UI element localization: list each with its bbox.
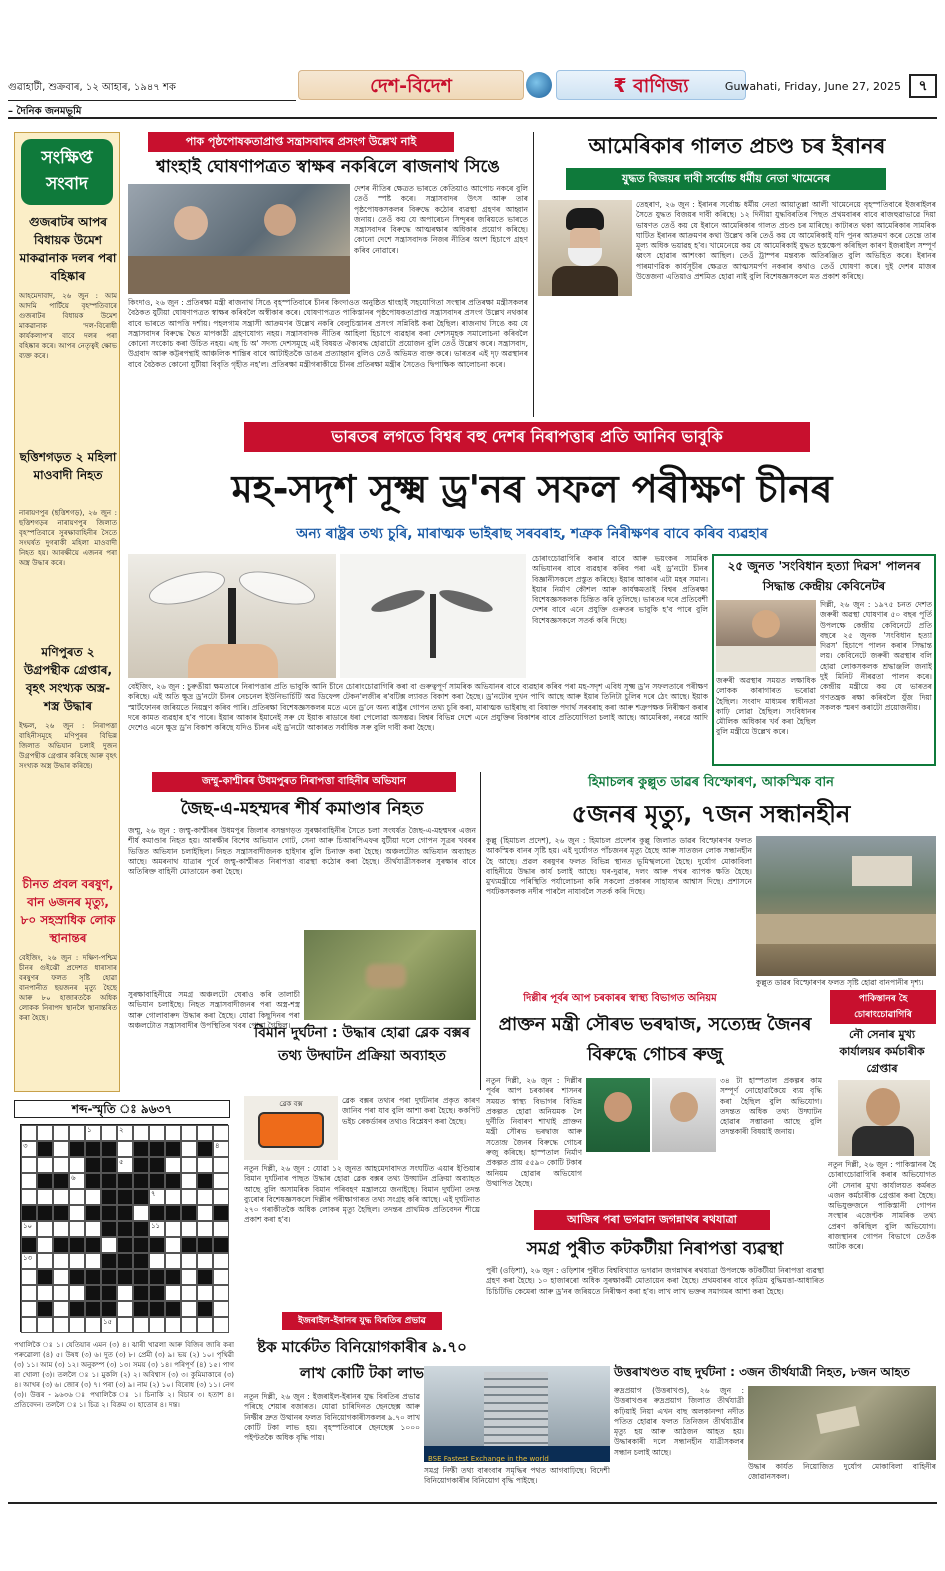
crossword-cell <box>69 1269 85 1285</box>
himachal-body: কুল্লু (হিমাচল প্ৰদেশ), ২৬ জুন : হিমাচল প্ৰদেশৰ কুল্লু জিলাত ডাৱৰ বিস্ফোৰণৰ ফলত আকস্মিক বানৰ সৃষ্টি হয়। এই দুৰ্যোগত পাঁচজনৰ মৃত্যু হৈছে আৰু সাতজন লোক সন্ধানহীন হৈ আছে। প্ৰৱল বৰষুণৰ ফলত বিভিন্ন স্থানত ভূমিস্খলনো হৈছে। দুৰ্যোগ মোকাবিলা বাহিনীয়ে উদ্ধাৰ কাৰ্য চলাই আছে। ঘৰ-দুৱাৰ, দলং আৰু পথৰ ব্যাপক ক্ষতি হৈছে। মুখ্যমন্ত্ৰীয়ে পৰিস্থিতি পৰ্যালোচনা কৰি সকলো প্ৰকাৰৰ সাহায্যৰ আশ্বাস দিছে। প্ৰশাসনে পৰ্যটকসকলক নদীৰ পাৰলৈ নাযাবলৈ সতৰ্ক কৰি দিছে। <box>486 836 752 897</box>
crossword-cell <box>85 1157 101 1173</box>
crossword-cell <box>69 1189 85 1205</box>
crossword-cell <box>213 1221 229 1237</box>
crossword-cell: ৬ <box>69 1173 85 1189</box>
crossword-cell <box>181 1205 197 1221</box>
plane-body: নতুন দিল্লী, ২৬ জুন : যোৱা ১২ জুনত আহমেদাবাদত সংঘটিত এয়াৰ ইণ্ডিয়াৰ বিমান দুৰ্ঘটনাৰ পাছত উদ্ধাৰ হোৱা ব্লেক বক্সৰ তথ্য উদ্ঘাটন প্ৰক্ৰিয়া অব্যাহত আছে বুলি অসামৰিক বিমান পৰিবহণ মন্ত্ৰালয়ে জনাইছে। বিমান দুৰ্ঘটনা তদন্ত ব্যুৰোৰ বিশেষজ্ঞসকলে দিল্লীৰ পৰীক্ষাগাৰত তথ্য সংগ্ৰহ কৰি আছে। এই দুৰ্ঘটনাত ২৭০ গৰাকীতকৈ অধিক লোকৰ মৃত্যু হৈছিল। তদন্তৰ প্ৰাথমিক প্ৰতিবেদন শীঘ্ৰে প্ৰকাশ কৰা হ'ব। <box>244 1164 480 1225</box>
lead-top-kicker: পাক পৃষ্ঠপোষকতাপ্ৰাপ্ত সন্ত্ৰাসবাদৰ প্ৰসংগ উল্লেখ নাই <box>148 132 454 152</box>
crossword-cell <box>181 1173 197 1189</box>
crossword-cell <box>213 1285 229 1301</box>
crossword-cell <box>37 1301 53 1317</box>
crossword-cell <box>197 1141 213 1157</box>
crossword-cell <box>21 1237 37 1253</box>
crossword-cell: ১৫ <box>101 1317 117 1333</box>
brief-text-4: বেইজিং, ২৬ জুন : দক্ষিণ-পশ্চিম চীনৰ গুইঝৌ প্ৰদেশত ধাৰাসাৰ বৰষুণৰ ফলত সৃষ্টি হোৱা বানপানীত ছয়জনৰ মৃত্যু হৈছে আৰু ৮০ হাজাৰতকৈ অধিক লোকক নিৰাপদ স্থানলৈ স্থানান্তৰিত কৰা হৈছে। <box>19 954 117 1022</box>
photo-shirt <box>852 1126 914 1156</box>
crossword-cell <box>85 1317 101 1333</box>
crossword-cell <box>53 1141 69 1157</box>
crossword-cell <box>165 1285 181 1301</box>
crossword-cell <box>181 1237 197 1253</box>
crossword-cell <box>117 1237 133 1253</box>
crossword-cell <box>149 1285 165 1301</box>
paper-name: – দৈনিক জনমভূমি <box>8 106 82 117</box>
crossword-cell <box>213 1173 229 1189</box>
photo-face-bhardwaj <box>604 1092 632 1122</box>
crossword-cell <box>149 1205 165 1221</box>
himachal-caption: কুল্লুত ডাৱৰ বিস্ফোৰণৰ ফলত সৃষ্টি হোৱা বানপানীৰ দৃশ্য। <box>756 978 924 987</box>
pak-kicker: পাকিস্তানৰ হৈ চোৰাংচোৱাগিৰি <box>830 990 936 1024</box>
crossword-cell <box>85 1253 101 1269</box>
crossword-cell: ২ <box>117 1125 133 1141</box>
sidebar-badge-line2: সংবাদ <box>46 174 88 194</box>
brief-text-3: ইম্ফল, ২৬ জুন : নিৰাপত্তা বাহিনীসমূহে মণিপুৰৰ বিভিন্ন জিলাত অভিযান চলাই দুজন উগ্ৰপন্থীক গ্ৰেপ্তাৰ কৰিছে আৰু বৃহৎ সংখ্যক অস্ত্ৰ উদ্ধাৰ কৰিছে। <box>19 722 117 770</box>
crossword-cell <box>117 1205 133 1221</box>
crossword-cell <box>101 1285 117 1301</box>
drone-photo-2 <box>340 554 526 678</box>
jem-photo <box>304 930 476 1020</box>
crossword-cell <box>53 1301 69 1317</box>
crossword-cell <box>165 1141 181 1157</box>
crossword-cell <box>197 1253 213 1269</box>
masthead-divider <box>8 117 937 119</box>
crossword-cell <box>149 1269 165 1285</box>
crossword-cell <box>213 1205 229 1221</box>
crossword-cell: ৫ <box>117 1157 133 1173</box>
crossword-cell <box>165 1301 181 1317</box>
crossword-cell <box>101 1141 117 1157</box>
crossword-cell <box>53 1285 69 1301</box>
photo-building <box>484 1372 548 1450</box>
crossword-cell <box>213 1125 229 1141</box>
plane-body-col2: ব্লেক বক্সৰ তথ্যৰ পৰা দুৰ্ঘটনাৰ প্ৰকৃত কাৰণ জানিব পৰা যাব বুলি আশা কৰা হৈছে। ককপিট ভইচ ৰেকৰ্ডাৰৰ তথ্যও বিশ্লেষণ কৰা হৈছে। <box>342 1096 480 1126</box>
column-rule-2 <box>480 772 481 1090</box>
crossword-cell <box>213 1189 229 1205</box>
drone2-body <box>430 594 436 658</box>
crossword-cell <box>53 1205 69 1221</box>
aap-kicker: দিল্লীৰ পূৰ্বৰ আপ চৰকাৰৰ স্বাস্থ্য বিভাগত অনিয়ম <box>523 993 717 1004</box>
iran-subhead: যুদ্ধত বিজয়ৰ দাবী সৰ্বোচ্চ ধৰ্মীয় নেতা খামেনেৰ <box>566 168 886 190</box>
crossword-cell <box>117 1189 133 1205</box>
crossword-cell <box>197 1157 213 1173</box>
crossword-cell <box>37 1141 53 1157</box>
crossword-cell <box>85 1301 101 1317</box>
crossword-cell <box>133 1125 149 1141</box>
stock-body: নতুন দিল্লী, ২৬ জুন : ইজৰাইল-ইৰানৰ যুদ্ধ বিৰতিৰ প্ৰভাৱ পৰিছে শেয়াৰ বজাৰত। যোৱা চাৰিদিনত ছেনছেক্স আৰু নিফ্টীৰ দ্ৰুত উত্থানৰ ফলত বিনিয়োগকাৰীসকলৰ ৯.৭০ লাখ কোটি টকা লাভ হয়। বৃহস্পতিবাৰে ছেনছেক্স ১০০০ পইণ্টতকৈ অধিক বৃদ্ধি পায়। <box>244 1392 420 1443</box>
crossword-cell <box>21 1285 37 1301</box>
crossword-cell <box>53 1125 69 1141</box>
himachal-kicker: হিমাচলৰ কুল্লুত ডাৱৰ বিস্ফোৰণ, আকস্মিক বান <box>588 775 834 790</box>
crossword-cell <box>181 1221 197 1237</box>
brief-text-2: নাৰায়ণপুৰ (ছত্তিশগড়), ২৬ জুন : ছত্তিশগড়ৰ নাৰায়ণপুৰ জিলাত বৃহস্পতিবাৰে সুৰক্ষাবাহিনীৰ সৈতে সংঘৰ্ষত দুগৰাকী মহিলা মাওবাদী নিহত হয়। আৰক্ষীয়ে এজনৰ পৰা অস্ত্ৰ উদ্ধাৰ কৰে। <box>19 509 117 567</box>
crossword-cell <box>101 1301 117 1317</box>
crossword-cell: ১৩ <box>21 1253 37 1269</box>
crossword-cell <box>149 1125 165 1141</box>
crossword-cell <box>181 1285 197 1301</box>
crossword-cell <box>37 1221 53 1237</box>
crossword-cell <box>165 1125 181 1141</box>
stock-photo <box>424 1366 610 1462</box>
crossword-cell <box>213 1237 229 1253</box>
samvidhan-photo <box>716 600 816 672</box>
crossword-cell <box>165 1189 181 1205</box>
crossword-cell <box>197 1189 213 1205</box>
crossword-cell <box>165 1205 181 1221</box>
crossword-cell <box>85 1285 101 1301</box>
crossword-cell <box>37 1269 53 1285</box>
crossword-cell <box>149 1253 165 1269</box>
crossword-cell <box>37 1157 53 1173</box>
crossword-cell <box>165 1237 181 1253</box>
black-box-icon <box>258 1112 324 1148</box>
brief-title-2: ছত্তিশগড়ত ২ মহিলা মাওবাদী নিহত <box>19 450 117 482</box>
column-rule-1 <box>533 132 534 417</box>
crossword-cell <box>37 1125 53 1141</box>
section-banijya <box>556 70 746 100</box>
crossword-cell <box>213 1157 229 1173</box>
crossword-cell <box>197 1125 213 1141</box>
crossword-cell <box>21 1317 37 1333</box>
crossword-cell <box>37 1253 53 1269</box>
crossword-cell <box>165 1317 181 1333</box>
sidebar-badge <box>21 139 113 205</box>
crossword-cell <box>53 1253 69 1269</box>
crossword-cell <box>117 1253 133 1269</box>
drone-wing-right <box>236 565 318 611</box>
crossword-cell <box>101 1253 117 1269</box>
crossword-cell <box>101 1125 117 1141</box>
crossword-cell <box>149 1141 165 1157</box>
samvidhan-headline: ২৫ জুনত 'সংবিধান হত্যা দিৱস' পালনৰ সিদ্ধান্ত কেন্দ্ৰীয় কেবিনেটৰ <box>727 559 921 593</box>
lead-top-photo <box>128 184 350 294</box>
crossword-cell <box>133 1237 149 1253</box>
crossword-cell <box>117 1269 133 1285</box>
pak-headline: নৌ সেনাৰ মুখ্য কাৰ্যালয়ৰ কৰ্মচাৰীক গ্ৰেপ্তাৰ <box>839 1028 925 1075</box>
crossword-cell <box>117 1141 133 1157</box>
crossword-cell <box>197 1205 213 1221</box>
crossword-cell <box>213 1317 229 1333</box>
plane-photo <box>244 1096 338 1160</box>
crossword-cell <box>133 1205 149 1221</box>
crossword-cell <box>21 1157 37 1173</box>
jem-headline: জৈছ-এ-মহম্মদৰ শীৰ্ষ কমাণ্ডাৰ নিহত <box>180 799 424 819</box>
drone-headline: মহ-সদৃশ সূক্ষ্ম ড্ৰ'নৰ সফল পৰীক্ষণ চীনৰ <box>231 467 833 511</box>
page-bottom-rule <box>8 1502 937 1504</box>
photo-blur-patch <box>366 964 406 988</box>
crossword-cell: ১০ <box>21 1221 37 1237</box>
globe-icon <box>526 72 552 98</box>
crossword-cell <box>133 1269 149 1285</box>
crossword-cell <box>69 1141 85 1157</box>
crossword-title: শব্দ-স্মৃতি ঃ ৯৬৩৭ <box>14 1100 230 1118</box>
samvidhan-body-cont: জৰুৰী অৱস্থাৰ সময়ত লক্ষাধিক লোকক কাৰাগাৰত ভৰোৱা হৈছিল। সংবাদ মাধ্যমৰ স্বাধীনতা কাঢ়ি লোৱা হৈছিল। সংবিধানৰ মৌলিক অধিকাৰ খৰ্ব কৰা হৈছিল বুলি মন্ত্ৰীয়ে উল্লেখ কৰে। <box>716 676 816 737</box>
crossword-cell <box>181 1269 197 1285</box>
crossword-cell <box>21 1269 37 1285</box>
photo-person-1 <box>174 206 208 240</box>
aap-body-col2: ৩৪ টা হাস্পতাল প্ৰকল্পৰ কাম সম্পূৰ্ণ নোহোৱাকৈয়ে ব্যয় বৃদ্ধি কৰা হৈছিল বুলি অভিযোগ। তদন্তত অধিক তথ্য উদ্ঘাটন হোৱাৰ সম্ভাৱনা আছে বুলি তদন্তকাৰী বিষয়াই জনায়। <box>720 1076 822 1137</box>
crossword-cell <box>181 1189 197 1205</box>
crossword-cell <box>37 1285 53 1301</box>
iran-headline: আমেৰিকাৰ গালত প্ৰচণ্ড চৰ ইৰানৰ <box>588 134 886 158</box>
date-left: গুৱাহাটী, শুক্ৰবাৰ, ১২ আহাৰ, ১৯৪৭ শক <box>8 82 176 93</box>
brief-title-3: মণিপুৰত ২ উগ্ৰপন্থীক গ্ৰেপ্তাৰ, বৃহৎ সংখ্যক অস্ত্ৰ-শস্ত্ৰ উদ্ধাৰ <box>23 645 113 713</box>
drone-kicker: ভাৰতৰ লগতে বিশ্বৰ বহু দেশৰ নিৰাপত্তাৰ প্ৰতি আনিব ভাবুকি <box>244 422 810 452</box>
crossword-cell <box>197 1237 213 1253</box>
crossword-cell <box>149 1301 165 1317</box>
lead-top-body-col2: দেশৰ নীতিৰ ক্ষেত্ৰত ভাৰতে কেতিয়াও আপোচ নকৰে বুলি তেওঁ স্পষ্ট কৰে। সন্ত্ৰাসবাদৰ উৎস আৰু তাৰ পৃষ্ঠপোষকসকলৰ বিৰুদ্ধে কঠোৰ ব্যৱস্থা গ্ৰহণৰ আহ্বান জনায়। তেওঁ কয় যে অপাৰেচন সিন্দুৰৰ জৰিয়তে ভাৰতে সন্ত্ৰাসবাদৰ বিৰুদ্ধে আত্মৰক্ষাৰ অধিকাৰ প্ৰয়োগ কৰিছে। কোনো দেশে সন্ত্ৰাসবাদক নিজৰ নীতিৰ অংশ হিচাপে গ্ৰহণ কৰিব নোৱাৰে। <box>354 184 528 255</box>
crossword-cell <box>69 1285 85 1301</box>
crossword-cell <box>181 1253 197 1269</box>
crossword-cell <box>53 1221 69 1237</box>
photo-face-jain <box>670 1092 698 1122</box>
crossword-cell <box>53 1173 69 1189</box>
crossword-cell <box>69 1205 85 1221</box>
drone-subhead: অন্য ৰাষ্ট্ৰৰ তথ্য চুৰি, মাৰাত্মক ভাইৰাছ সৰবৰাহ, শত্ৰুক নিৰীক্ষণৰ বাবে কৰিব ব্যৱহাৰ <box>296 526 768 542</box>
crossword-cell <box>85 1221 101 1237</box>
crossword-cell <box>101 1173 117 1189</box>
photo-beard <box>568 248 602 266</box>
crossword-cell <box>133 1253 149 1269</box>
crossword-cell <box>133 1301 149 1317</box>
crossword-cell <box>21 1173 37 1189</box>
pak-body: নতুন দিল্লী, ২৬ জুন : পাকিস্তানৰ হৈ চোৰাংচোৱাগিৰি কৰাৰ অভিযোগত নৌ সেনাৰ মুখ্য কাৰ্যালয়ত কৰ্মৰত এজন কৰ্মচাৰীক গ্ৰেপ্তাৰ কৰা হৈছে। অভিযুক্তজনে পাকিস্তানী গোপন সংস্থাৰ এজেণ্টক সামৰিক তথ্য প্ৰেৰণ কৰিছিল বুলি অভিযোগ। ৰাজস্থানৰ গোপন বিভাগে তেওঁক আটক কৰে। <box>828 1160 936 1252</box>
crossword-cell <box>85 1173 101 1189</box>
crossword-cell <box>37 1189 53 1205</box>
crossword-cell: ৪ <box>213 1141 229 1157</box>
crossword-cell <box>69 1237 85 1253</box>
crossword-cell <box>165 1221 181 1237</box>
crossword-cell <box>69 1253 85 1269</box>
crossword-cell <box>165 1253 181 1269</box>
crossword-cell <box>101 1221 117 1237</box>
drone-photo-1 <box>128 554 336 678</box>
crossword-cell <box>101 1157 117 1173</box>
crossword-cell <box>101 1189 117 1205</box>
photo-face-accused <box>866 1088 900 1126</box>
uttarakhand-body: ৰুদ্ৰপ্ৰয়াগ (উত্তৰাখণ্ড), ২৬ জুন : উত্তৰাখণ্ডৰ ৰুদ্ৰপ্ৰয়াগ জিলাত তীৰ্থযাত্ৰী কঢ়িয়াই নিয়া এখন বাছ অলকানন্দা নদীত পতিত হোৱাৰ ফলত তিনিজন তীৰ্থযাত্ৰীৰ মৃত্যু হয় আৰু আঠজন আহত হয়। উদ্ধাৰকাৰী দলে সন্ধানহীন যাত্ৰীসকলৰ সন্ধান চলাই আছে। <box>614 1386 744 1457</box>
section-desh-bidesh <box>298 70 524 100</box>
crossword-cell <box>69 1317 85 1333</box>
crossword-cell <box>197 1317 213 1333</box>
crossword-cell <box>101 1205 117 1221</box>
photo-minister <box>752 610 780 638</box>
uttarakhand-photo <box>748 1386 936 1460</box>
plane-photo-label: ব্লেক বক্স <box>279 1100 303 1108</box>
crossword-cell <box>213 1301 229 1317</box>
crossword-cell <box>37 1205 53 1221</box>
photo-robe <box>552 266 618 296</box>
crossword-cell <box>197 1301 213 1317</box>
crossword-cell <box>197 1269 213 1285</box>
crossword-cell <box>133 1285 149 1301</box>
aap-headline: প্ৰাক্তন মন্ত্ৰী সৌৰভ ভৰদ্বাজ, সত্যেন্দ্ৰ জৈনৰ বিৰুদ্ধে গোচৰ ৰুজু <box>498 1014 812 1065</box>
crossword-cell <box>69 1157 85 1173</box>
uttarakhand-caption: উদ্ধাৰ কাৰ্যত নিয়োজিত দুৰ্যোগ মোকাবিলা বাহিনীৰ জোৱানসকল। <box>748 1462 936 1482</box>
aap-photo-2 <box>652 1078 716 1152</box>
crossword-cell <box>69 1301 85 1317</box>
crossword-cell <box>53 1317 69 1333</box>
crossword-cell <box>181 1317 197 1333</box>
puri-body: পুৰী (ওড়িশা), ২৬ জুন : ওড়িশাৰ পুৰীত বিশ্ববিখ্যাত ভগৱান জগন্নাথৰ ৰথযাত্ৰা উপলক্ষে কটকটীয়া নিৰাপত্তা ব্যৱস্থা গ্ৰহণ কৰা হৈছে। ১০ হাজাৰৰো অধিক সুৰক্ষাকৰ্মী মোতায়েন কৰা হৈছে। প্ৰথমবাৰৰ বাবে কৃত্ৰিম বুদ্ধিমত্তা-আধাৰিত চিচিটিভি কেমেৰা আৰু ড্ৰ'নৰ জৰিয়তে নিৰীক্ষণ কৰা হ'ব। লাখ লাখ ভক্তৰ সমাগমৰ আশা কৰা হৈছে। <box>486 1266 824 1296</box>
pak-photo <box>838 1080 930 1156</box>
crossword-cell <box>181 1157 197 1173</box>
brief-title-4: চীনত প্ৰবল বৰষুণ, বান ৬জনৰ মৃত্যু, ৮০ সহস্ৰাধিক লোক স্থানান্তৰ <box>20 877 116 945</box>
crossword-cell <box>133 1317 149 1333</box>
jem-body: জম্মু, ২৬ জুন : জম্মু-কাশ্মীৰৰ উধমপুৰ জিলাৰ বসন্তগড়ত সুৰক্ষাবাহিনীৰ সৈতে চলা সংঘৰ্ষত জৈছ-এ-মহম্মদৰ এজন শীৰ্ষ কমাণ্ডাৰ নিহত হয়। আৰক্ষীৰ বিশেষ অভিযান গোট, সেনা আৰু চিআৰপিএফৰ যুটীয়া দলে গোপন সূত্ৰৰ খবৰৰ ভিত্তিত অভিযান চলাইছিল। নিহত সন্ত্ৰাসবাদীজনক হাইদাৰ বুলি চিনাক্ত কৰা হৈছে। অঞ্চলটোত অভিযান অব্যাহত আছে। অমৰনাথ যাত্ৰাৰ পূৰ্বে জম্মু-কাশ্মীৰত নিৰাপত্তা ব্যৱস্থা কঠোৰ কৰা হৈছে। তীৰ্থযাত্ৰীসকলৰ সুৰক্ষাৰ বাবে অতিৰিক্ত বাহিনী মোতায়েন কৰা হৈছে। <box>128 826 476 877</box>
lead-top-headline: শ্বাংহাই ঘোষণাপত্ৰত স্বাক্ষৰ নকৰিলে ৰাজনাথ সিঙে <box>156 157 500 177</box>
lead-top-body: কিংদাও, ২৬ জুন : প্ৰতিৰক্ষা মন্ত্ৰী ৰাজনাথ সিঙে বৃহস্পতিবাৰে চীনৰ কিংদাওত অনুষ্ঠিত শ্বাংহাই সহযোগিতা সংস্থাৰ প্ৰতিৰক্ষা মন্ত্ৰীসকলৰ বৈঠকত যুটীয়া ঘোষণাপত্ৰত স্বাক্ষৰ কৰিবলৈ অস্বীকাৰ কৰে। ঘোষণাপত্ৰত পাকিস্তানৰ পৃষ্ঠপোষকতাপ্ৰাপ্ত সন্ত্ৰাসবাদৰ প্ৰসংগ উল্লেখ নথকাৰ বাবে ভাৰতে আপত্তি দৰ্শায়। পহলগাম সন্ত্ৰাসী আক্ৰমণৰ উল্লেখ নকৰি বেলুচিস্তানৰ প্ৰসংগ সন্নিবিষ্ট কৰা হৈছিল। ৰাজনাথ সিঙে কয় যে সন্ত্ৰাসবাদৰ বিৰুদ্ধে দ্বৈত মাপকাঠী গ্ৰহণযোগ্য নহয়। সন্ত্ৰাসবাদক নীতিৰ আহিলা হিচাপে ব্যৱহাৰ কৰা দেশসমূহক সমালোচনা কৰিবলৈ কোনো সংকোচ কৰা উচিত নহয়। এছ চি অ' সদস্য দেশসমূহে এই বিষয়ত ঐক্যবদ্ধ হোৱাটো প্ৰয়োজন বুলি তেওঁ উল্লেখ কৰে। সন্ত্ৰাসবাদ, উগ্ৰবাদ আৰু কট্টৰপন্থাই আঞ্চলিক শান্তিৰ বাবে আটাইতকৈ ডাঙৰ প্ৰত্যাহ্বান বুলিও তেওঁ অভিমত ব্যক্ত কৰে। ভাৰতৰ এই দৃঢ় অৱস্থানৰ বাবে বৈঠকত কোনো যুটীয়া বিবৃতি গৃহীত নহ'ল। প্ৰতিৰক্ষা মন্ত্ৰীগৰাকীয়ে চীনৰ প্ৰতিৰক্ষা মন্ত্ৰীৰ সৈতেও দ্বিপাক্ষিক আলোচনা কৰে। <box>128 298 528 369</box>
drone-body: বেইজিং, ২৬ জুন : চুৰুঙীয়া ক্ষমতাৰে নিৰাপত্তাৰ প্ৰতি ভাবুকি আনি চীনে চোৰাংচোৱাগিৰি কৰা বা গুৰুত্বপূৰ্ণ সামৰিক অভিযানৰ বাবে ব্যৱহাৰ কৰিব পৰা মহ-সদৃশ এবিধ সূক্ষ্ম ড্ৰ'ন সফলতাৰে পৰীক্ষণ কৰিছে। এই অতি ক্ষুদ্ৰ ড্ৰ'নটো চীনৰ নেচনেল ইউনিভাৰ্চিটি অৱ ডিফেন্স টেকন'লজীৰ ৰ'বটিক্স ল্যাবত বিকাশ কৰা হৈছে। ড্ৰ'নটোৰ দুখন পাখি আছে আৰু ইয়াৰ তিনিটা চুলিৰ দৰে ঠেং আছে। ইয়াক স্মাৰ্টফোনৰ জৰিয়তে নিয়ন্ত্ৰণ কৰিব পাৰি। প্ৰতিৰক্ষা বিশেষজ্ঞসকলৰ মতে এনে ড্ৰ'নে অন্য ৰাষ্ট্ৰৰ গোপন তথ্য চুৰি কৰা, মাৰাত্মক ভাইৰাছ বা বিষাক্ত পদাৰ্থ সৰবৰাহ কৰা আৰু শত্ৰুপক্ষক নিৰীক্ষণ কৰাৰ দৰে কামত ব্যৱহাৰ হ'ব পাৰে। ইয়াৰ আকাৰ ইমানেই সৰু যে ইয়াক ৰাডাৰে ধৰা পেলোৱা অসম্ভৱ। বিশ্বৰ বিভিন্ন দেশে এনে প্ৰযুক্তিৰ বিকাশৰ বাবে প্ৰতিযোগিতা চলাই আছে। আমেৰিকা, নৰৱে আদি দেশেও এনে ক্ষুদ্ৰ ড্ৰ'ন বিকাশ কৰিছে যদিও চীনৰ এই ড্ৰ'নটো আকাৰত সৰ্বাধিক সৰু বুলি দাবী কৰা হৈছে। <box>128 682 708 733</box>
drone-wing-left <box>146 565 228 611</box>
crossword-cell <box>165 1173 181 1189</box>
crossword-cell: ১ <box>85 1125 101 1141</box>
crossword-cell <box>117 1317 133 1333</box>
crossword-cell <box>69 1221 85 1237</box>
crossword-cell <box>117 1221 133 1237</box>
jem-body-col3: সুৰক্ষাবাহিনীয়ে সমগ্ৰ অঞ্চলটো ঘেৰাও কৰি তালাচী অভিযান চলাইছে। নিহত সন্ত্ৰাসবাদীজনৰ পৰা অস্ত্ৰ-শস্ত্ৰ আৰু গোলাবাৰুদ উদ্ধাৰ কৰা হৈছে। যোৱা কিছুদিনৰ পৰা অঞ্চলটোত সন্ত্ৰাসবাদীৰ উপস্থিতিৰ খবৰ পোৱা গৈছিল। <box>128 990 300 1030</box>
crossword-cell <box>181 1301 197 1317</box>
photo-table <box>128 256 350 294</box>
masthead-divider-thin <box>8 100 296 101</box>
stock-kicker: ইজৰাইল-ইৰানৰ যুদ্ধ বিৰতিৰ প্ৰভাৱ <box>298 1316 426 1326</box>
crossword-cell <box>85 1205 101 1221</box>
crossword-cell <box>165 1157 181 1173</box>
date-right: Guwahati, Friday, June 27, 2025 <box>724 80 901 93</box>
crossword-cell <box>37 1317 53 1333</box>
crossword-cell <box>197 1173 213 1189</box>
crossword-cell <box>53 1157 69 1173</box>
stock-ticker-strip <box>424 1446 610 1462</box>
crossword-cell <box>117 1173 133 1189</box>
photo-houses <box>852 856 912 886</box>
crossword-cell <box>117 1301 133 1317</box>
crossword-cell <box>133 1157 149 1173</box>
drone2-wing-left <box>369 586 427 617</box>
crossword-cell <box>21 1189 37 1205</box>
crossword-cell <box>69 1125 85 1141</box>
uttarakhand-headline: উত্তৰাখণ্ডত বাছ দুৰ্ঘটনা : ৩জন তীৰ্থযাত্ৰী নিহত, ৮জন আহত <box>614 1365 910 1379</box>
crossword-cell <box>37 1237 53 1253</box>
crossword-grid <box>20 1124 228 1332</box>
aap-body: নতুন দিল্লী, ২৬ জুন : দিল্লীৰ পূৰ্বৰ আপ চৰকাৰৰ শাসনৰ সময়ত স্বাস্থ্য বিভাগৰ বিভিন্ন প্ৰকল্পত হোৱা অনিয়মক লৈ দুৰ্নীতি নিবাৰণ শাখাই প্ৰাক্তন মন্ত্ৰী সৌৰভ ভৰদ্বাজ আৰু সত্যেন্দ্ৰ জৈনৰ বিৰুদ্ধে গোচৰ ৰুজু কৰিছে। হাস্পতাল নিৰ্মাণ প্ৰকল্পত প্ৰায় ৫৫৯০ কোটি টকাৰ অনিয়ম হোৱাৰ অভিযোগ উত্থাপিত হৈছে। <box>486 1076 582 1188</box>
crossword-cell <box>181 1125 197 1141</box>
crossword-cell <box>53 1189 69 1205</box>
drone-body-col-right: চোৰাংচোৱাগিৰি কৰাৰ বাবে আৰু ভয়ংকৰ সামৰিক অভিযানৰ বাবে ব্যৱহাৰ কৰিব পৰা এই ড্ৰ'নটো চীনৰ বিজ্ঞানীসকলে প্ৰস্তুত কৰিছে। ইয়াৰ আকাৰ এটা মহৰ সমান। ইয়াৰ নিৰ্মাণ কৌশল আৰু কাৰ্যক্ষমতাই বিশ্বৰ প্ৰতিৰক্ষা বিশেষজ্ঞসকলক চিন্তিত কৰি তুলিছে। ভাৰতৰ দৰে প্ৰতিবেশী দেশৰ বাবে এনে প্ৰযুক্তি গুৰুতৰ ভাবুকি হ'ব পাৰে বুলি বিশেষজ্ঞসকলে সতৰ্ক কৰি দিছে। <box>532 554 708 625</box>
crossword-cell: ১১ <box>149 1221 165 1237</box>
photo-mic-desk <box>716 646 816 672</box>
stock-body-col2: সমগ্ৰ নিফ্টী তথ্য বাৰংবাৰ সমৃদ্ধিৰ পথত আগবাঢ়িছে। বিদেশী বিনিয়োগকাৰীৰ বিনিয়োগ বৃদ্ধি পাইছে। <box>424 1466 610 1486</box>
crossword-cell <box>37 1173 53 1189</box>
crossword-cell: ৭ <box>149 1189 165 1205</box>
crossword-cell <box>213 1253 229 1269</box>
crossword-cell <box>101 1269 117 1285</box>
puri-kicker: আজিৰ পৰা ভগৱান জগন্নাথৰ ৰথযাত্ৰা <box>567 1213 737 1226</box>
himachal-photo <box>756 836 936 976</box>
drone2-wing-right <box>437 586 495 617</box>
jem-kicker: জম্মু-কাশ্মীৰৰ উধমপুৰত নিৰাপত্তা বাহিনীৰ অভিযান <box>152 772 456 792</box>
drone-body <box>228 588 236 648</box>
photo-turban <box>566 208 604 230</box>
plane-headline: বিমান দুৰ্ঘটনা : উদ্ধাৰ হোৱা ব্লেক বক্সৰ তথ্য উদ্ঘাটন প্ৰক্ৰিয়া অব্যাহত <box>254 1025 470 1064</box>
himachal-headline: ৫জনৰ মৃত্যু, ৭জন সন্ধানহীন <box>571 800 851 828</box>
section-banijya-label: ₹ বাণিজ্য <box>613 75 689 97</box>
crossword-cell <box>133 1189 149 1205</box>
crossword-cell <box>53 1269 69 1285</box>
sidebar-badge-line1: সংক্ষিপ্ত <box>41 148 93 168</box>
photo-person-2 <box>264 204 296 236</box>
crossword-cell <box>133 1221 149 1237</box>
puri-headline: সমগ্ৰ পুৰীত কটকটীয়া নিৰাপত্তা ব্যৱস্থা <box>526 1239 784 1259</box>
crossword-cell <box>21 1301 37 1317</box>
aap-photo-1 <box>586 1078 650 1152</box>
stock-headline: ষ্টক মাৰ্কেটত বিনিয়োগকাৰীৰ ৯.৭০ লাখ কোটি টকা লাভ <box>257 1338 467 1382</box>
page-number: ৭ <box>909 74 937 98</box>
crossword-cell <box>85 1189 101 1205</box>
sidebar-briefs <box>14 132 120 1092</box>
crossword-cell <box>149 1173 165 1189</box>
crossword-cell <box>213 1269 229 1285</box>
crossword-cell <box>149 1237 165 1253</box>
crossword-cell <box>149 1317 165 1333</box>
crossword-cell <box>85 1237 101 1253</box>
brief-title-1: গুজৰাটৰ আপৰ বিধায়ক উমেশ মাকৱানাক দলৰ পৰা বহিষ্কাৰ <box>19 215 117 283</box>
crossword-cell <box>53 1237 69 1253</box>
crossword-cell <box>197 1285 213 1301</box>
drone-hand <box>188 644 278 678</box>
crossword-cell <box>85 1141 101 1157</box>
crossword-cell <box>165 1269 181 1285</box>
crossword-cell <box>133 1141 149 1157</box>
iran-body: তেহৰাণ, ২৬ জুন : ইৰানৰ সৰ্বোচ্চ ধৰ্মীয় নেতা আয়াতুল্লা আলী খামেনেয়ে বৃহস্পতিবাৰে ইজৰাইলৰ সৈতে যুদ্ধত বিজয়ৰ দাবী কৰিছে। ১২ দিনীয়া যুদ্ধবিৰতিৰ পিছত প্ৰথমবাৰৰ বাবে ৰাজহুৱাভাৱে দিয়া ভাষণত তেওঁ কয় যে ইৰানে আমেৰিকাৰ গালত প্ৰচণ্ড চৰ মাৰিছে। কাটাৰত থকা আমেৰিকাৰ সামৰিক ঘাটিত ইৰানৰ আক্ৰমণৰ কথা উল্লেখ কৰি তেওঁ কয় যে আমেৰিকাই যদি পুনৰ আক্ৰমণ কৰে তেন্তে তাৰ মূল্য অধিক ভয়াৱহ হ'ব। খামেনেয়ে কয় যে আমেৰিকাই যুদ্ধত হস্তক্ষেপ কৰিছিল কাৰণ ইজৰাইল সম্পূৰ্ণ ধ্বংস হোৱাৰ আশংকা আছিল। তেওঁ ট্ৰাম্পৰ মন্তব্যক অতিৰঞ্জিত বুলি অভিহিত কৰে। ইৰানৰ পাৰমাণৱিক কাৰ্যসূচীৰ ক্ষেত্ৰত আত্মসমৰ্পণ নকৰাৰ কথাও তেওঁ ঘোষণা কৰে। দুই দেশৰ মাজৰ উত্তেজনা এতিয়াও প্ৰশমিত হোৱা নাই বুলি বিশেষজ্ঞসকলে মত প্ৰকাশ কৰিছে। <box>636 200 936 282</box>
crossword-cell <box>117 1285 133 1301</box>
photo-bus-wreck <box>816 1406 859 1434</box>
samvidhan-body: দিল্লী, ২৬ জুন : ১৯৭৫ চনত দেশত জৰুৰী অৱস্থা ঘোষণাৰ ৫০ বছৰ পূৰ্তি উপলক্ষে কেন্দ্ৰীয় কেবিনেটে প্ৰতি বছৰে ২৫ জুনক 'সংবিধান হত্যা দিৱস' হিচাপে পালন কৰাৰ সিদ্ধান্ত লয়। কেবিনেটে জৰুৰী অৱস্থাৰ বলি হোৱা লোকসকলক শ্ৰদ্ধাঞ্জলি জনাই দুই মিনিট নীৰৱতা পালন কৰে। কেন্দ্ৰীয় মন্ত্ৰীয়ে কয় যে ভাৰতৰ গণতন্ত্ৰক ৰক্ষা কৰিবলৈ যুঁজ দিয়া সকলক স্মৰণ কৰাটো প্ৰয়োজনীয়। <box>820 600 932 712</box>
photo-river <box>756 914 936 944</box>
crossword-cell <box>21 1205 37 1221</box>
crossword-cell <box>133 1173 149 1189</box>
crossword-clues: পথালিকৈ ঃ ১। যেতিয়াৰ এমন (৩) ৪। ঝাৰী খাৱলা আৰু বিজিৰ জাৰি কৰা পৰুৱোলা (৪) ৫। উষধ (৩) ৬। দুত (৩) ৮। প্ৰেমী (৩) ৯। ভয় (২) ১০। পৃথিৱী (৩) ১১। আম (৩) ১২। অনুকম্প (৩) ১৩। সময় (৩) ১৪। পৰিপূৰ্ণ (৪) ১৫। পাগ ৰা খোলা (৩)। তললৈ ঃ ১। মুকলি (২) ২। অবিশ্বাস (৩) ৩। কুমিমাকাৰে (৩) ৪। আখৰ (৩) ৬। জোৰ (৩) ৭। পৰা (৩) ৯। নাম (২) ১০। বিৰোধ (৩) ১১। নেগ (৩)। উত্তৰ - ৯৬৩৬ ঃ পথালিকৈ ঃ ১। চিনাকি ২। বিচাৰ ৩। হতাশ ৪। প্ৰতিবেদন। তললৈ ঃ ১। চিত্ৰ ২। বিক্ৰম ৩। হাতোৰ ৪। দন্ত। <box>14 1341 234 1409</box>
crossword-cell <box>101 1237 117 1253</box>
section-desh-bidesh-label: দেশ-বিদেশ <box>370 75 452 97</box>
crossword-cell <box>181 1141 197 1157</box>
khamenei-photo <box>538 200 632 296</box>
stock-ticker-text: BSE Fastest Exchange in the world <box>428 1455 549 1462</box>
crossword-cell <box>85 1269 101 1285</box>
crossword-cell: ৩ <box>21 1141 37 1157</box>
brief-text-1: আহমেদাবাদ, ২৬ জুন : আম আদমি পাৰ্টিয়ে বৃহস্পতিবাৰে গুজৰাটৰ বিধায়ক উমেশ মাকৱানাক 'দল-বিৰোধী কাৰ্যকলাপ'ৰ বাবে দলৰ পৰা বহিষ্কাৰ কৰে। আপৰ নেতৃত্বই ক্ষোভ ব্যক্ত কৰে। <box>19 292 117 360</box>
crossword-cell <box>149 1157 165 1173</box>
crossword-cell <box>21 1125 37 1141</box>
crossword-cell <box>197 1221 213 1237</box>
